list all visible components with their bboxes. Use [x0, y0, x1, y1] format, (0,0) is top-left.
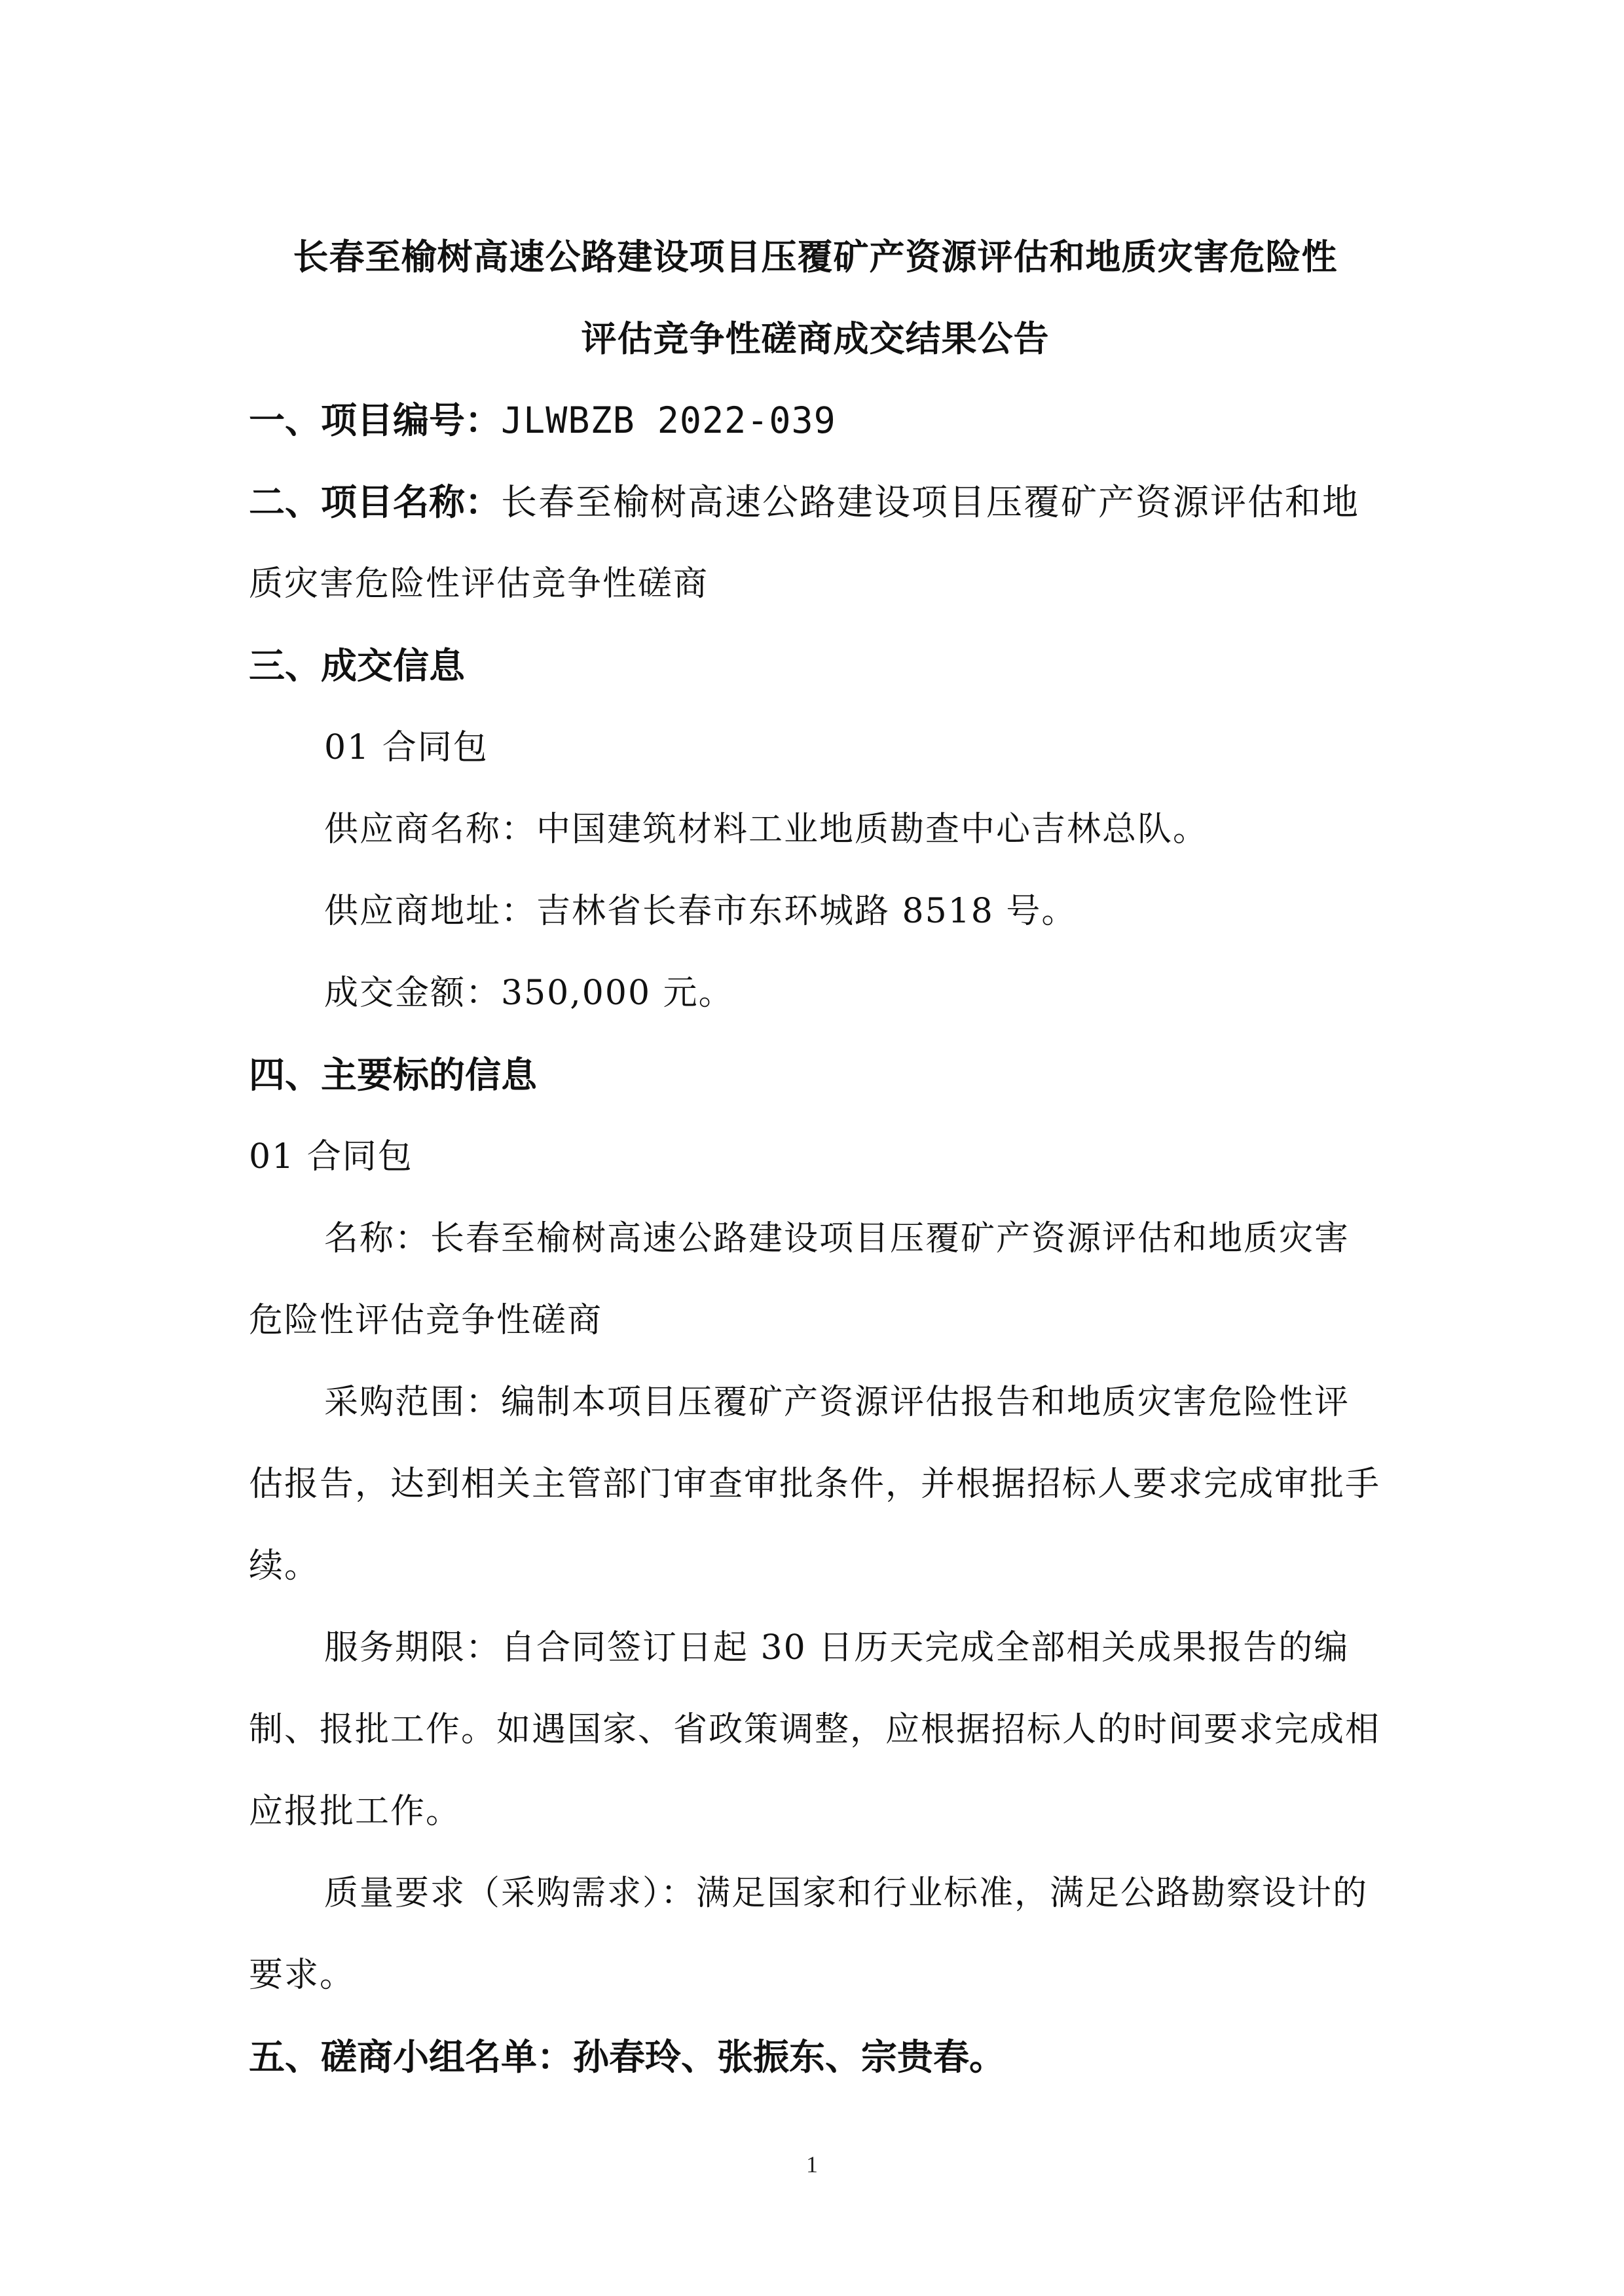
project-name-value-line-1: 长春至榆树高速公路建设项目压覆矿产资源评估和地 — [501, 481, 1360, 523]
deal-info-package: 01 合同包 — [324, 728, 489, 767]
panel-list-value: 孙春玲、张振东、宗贵春。 — [573, 2036, 1006, 2078]
main-subject-period: 服务期限：自合同签订日起 30 日历天完成全部相关成果报告的编制、报批工作。如遇国家、省政策调整，应根据招标人的时间要求完成相应报批工作。 — [249, 1628, 1381, 1831]
deal-info-supplier-address: 供应商地址：吉林省长春市东环城路 8518 号。 — [324, 892, 1077, 931]
main-subject-quality: 质量要求（采购需求）：满足国家和行业标准，满足公路勘察设计的要求。 — [249, 1874, 1369, 1995]
project-number-value: JLWBZB 2022-039 — [501, 399, 836, 441]
section-project-name — [249, 462, 1382, 543]
document-title-line-2: 评估竞争性磋商成交结果公告 — [581, 318, 1050, 359]
section-panel-list — [249, 2016, 1382, 2098]
section-panel-list-label: 五、磋商小组名单： — [249, 2036, 574, 2078]
section-project-number — [249, 380, 1382, 462]
main-subject-name: 名称：长春至榆树高速公路建设项目压覆矿产资源评估和地质灾害危险性评估竞争性磋商 — [249, 1219, 1350, 1340]
document-title-line-1: 长春至榆树高速公路建设项目压覆矿产资源评估和地质灾害危险性 — [293, 236, 1338, 278]
section-main-subject-heading: 四、主要标的信息 — [249, 1054, 538, 1096]
main-subject-package: 01 合同包 — [249, 1137, 413, 1176]
page-number: 1 — [806, 2151, 818, 2178]
section-project-number-label: 一、项目编号： — [249, 399, 502, 441]
deal-info-supplier-name: 供应商名称：中国建筑材料工业地质勘查中心吉林总队。 — [324, 810, 1209, 849]
section-deal-info-heading: 三、成交信息 — [249, 645, 466, 687]
deal-info-amount: 成交金额：350,000 元。 — [324, 974, 734, 1013]
main-subject-scope: 采购范围：编制本项目压覆矿产资源评估报告和地质灾害危险性评估报告，达到相关主管部门审查审批条件，并根据招标人要求完成审批手续。 — [249, 1383, 1381, 1586]
section-project-name-label: 二、项目名称： — [249, 481, 502, 523]
document-body — [249, 216, 1382, 2098]
project-name-value-line-2: 质灾害危险性评估竞争性磋商 — [249, 564, 709, 604]
